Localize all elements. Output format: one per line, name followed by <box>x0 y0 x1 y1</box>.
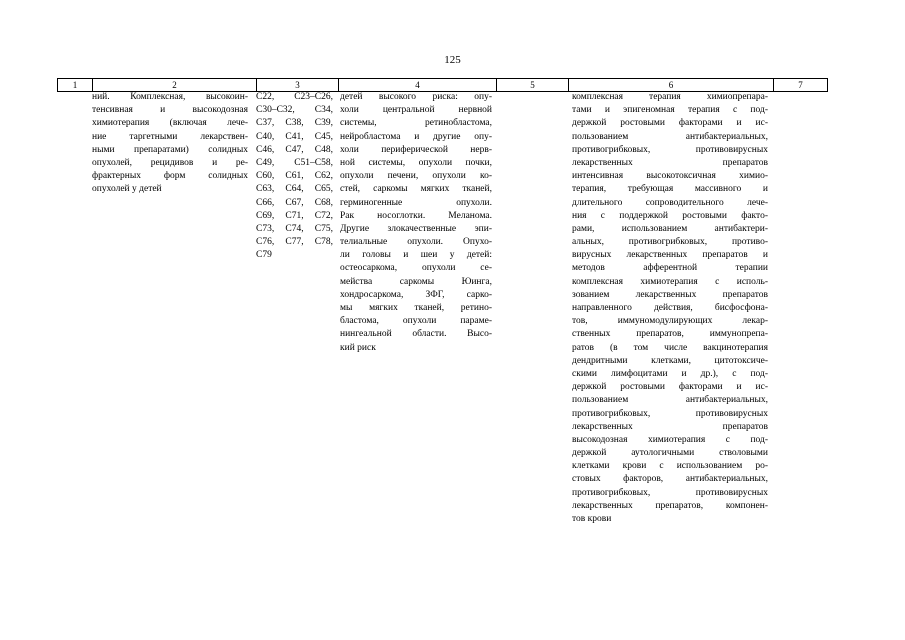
header-col-7: 7 <box>773 79 828 91</box>
cell-profile-description <box>92 91 248 197</box>
text-line: C22, C23–C26, <box>256 92 333 102</box>
text-line: C76, C77, C78, <box>256 237 333 248</box>
text-line: высокодозная химиотерапия с под- <box>572 434 768 445</box>
text-line: C37, C38, C39, <box>256 118 333 129</box>
text-line: рами, использованием антибактери- <box>572 223 768 234</box>
text-line: ственных препаратов, иммунопрепа- <box>572 329 768 340</box>
text-line: Другие злокачественные эпи- <box>340 223 492 234</box>
text-line: методов афферентной терапии <box>572 263 768 274</box>
text-line: противогрибковых, противовирусных <box>572 408 768 419</box>
text-line: кий риск <box>340 342 376 353</box>
text-line: скими лимфоцитами и др.), с под- <box>572 368 768 379</box>
text-line: тов, иммуномодулирующих лекар- <box>572 316 768 327</box>
text-line: комплексная химиотерапия с исполь- <box>572 276 768 287</box>
text-line: C66, C67, C68, <box>256 197 333 208</box>
header-col-6: 6 <box>568 79 773 91</box>
text-line: стей, саркомы мягких тканей, <box>340 184 492 195</box>
text-line: системы, ретинобластома, <box>340 118 492 129</box>
cell-icd-codes <box>256 91 333 262</box>
text-line: опухоли печени, опухоли ко- <box>340 171 492 182</box>
text-line: тами и эпигеномная терапия с под- <box>572 105 768 116</box>
text-line: тов крови <box>572 514 612 524</box>
text-line: опухолей, рецидивов и ре- <box>92 157 248 168</box>
text-line: стовых факторов, антибактериальных, <box>572 474 768 485</box>
text-line: герминогенные опухоли. <box>340 197 492 208</box>
header-col-5: 5 <box>496 79 568 91</box>
header-col-4: 4 <box>338 79 496 91</box>
text-line: интенсивная высокотоксичная химио- <box>572 171 768 182</box>
text-line: ние таргетными лекарствен- <box>92 131 248 142</box>
text-line: мейства саркомы Юинга, <box>340 276 492 287</box>
text-line: держкой ростовыми факторами и ис- <box>572 118 768 129</box>
text-line: химиотерапия (включая лече- <box>92 118 248 129</box>
text-line: лекарственных препаратов <box>572 157 768 168</box>
header-col-1: 1 <box>57 79 92 91</box>
text-line: холи периферической нерв- <box>340 144 492 155</box>
text-line: холи центральной нервной <box>340 105 492 116</box>
text-line: ния с поддержкой ростовыми факто- <box>572 210 768 221</box>
text-line: ний. Комплексная, высокоин- <box>92 92 248 102</box>
text-line: ными препаратами) солидных <box>92 144 248 155</box>
text-line: противогрибковых, противовирусных <box>572 144 768 155</box>
text-line: противогрибковых, противовирусных <box>572 487 768 498</box>
text-line: направленного действия, бисфосфона- <box>572 303 768 313</box>
text-line: опухолей у детей <box>92 184 162 195</box>
text-line: зованием лекарственных препаратов <box>572 289 768 300</box>
text-line: держкой аутологичными стволовыми <box>572 448 768 459</box>
text-line: пользованием антибактериальных, <box>572 395 768 406</box>
text-line: ной системы, опухоли почки, <box>340 157 492 168</box>
text-line: C46, C47, C48, <box>256 144 333 155</box>
text-line: терапия, требующая массивного и <box>572 184 768 195</box>
cell-treatment-methods <box>572 91 768 526</box>
text-line: ли головы и шеи у детей: <box>340 250 492 261</box>
text-line: пользованием антибактериальных, <box>572 131 768 142</box>
text-line: C79 <box>256 250 272 261</box>
text-line: C30–C32, C34, <box>256 105 333 116</box>
text-line: альных, противогрибковых, противо- <box>572 237 768 248</box>
text-line: мы мягких тканей, ретино- <box>340 303 492 313</box>
text-line: телиальные опухоли. Опухо- <box>340 237 492 248</box>
text-line: нейробластома и другие опу- <box>340 131 492 142</box>
table-header-row <box>57 78 828 92</box>
text-line: тенсивная и высокодозная <box>92 105 248 116</box>
text-line: детей высокого риска: опу- <box>340 92 492 102</box>
text-line: нингеальной области. Высо- <box>340 329 492 340</box>
text-line: C69, C71, C72, <box>256 210 333 221</box>
text-line: комплексная терапия химиопрепара- <box>572 92 768 102</box>
text-line: C60, C61, C62, <box>256 171 333 182</box>
text-line: длительного сопроводительного лече- <box>572 197 768 208</box>
text-line: лекарственных препаратов, компонен- <box>572 500 768 511</box>
text-line: хондросаркома, ЗФГ, сарко- <box>340 289 492 300</box>
header-col-3: 3 <box>256 79 338 91</box>
text-line: остеосаркома, опухоли се- <box>340 263 492 274</box>
text-line: C73, C74, C75, <box>256 223 333 234</box>
cell-disease-description <box>340 91 492 355</box>
text-line: клетками крови с использованием ро- <box>572 461 768 472</box>
page-number: 125 <box>444 54 461 66</box>
text-line: дендритными клетками, цитотоксиче- <box>572 355 768 366</box>
text-line: C63, C64, C65, <box>256 184 333 195</box>
text-line: C49, C51–C58, <box>256 157 333 168</box>
text-line: вирусных лекарственных препаратов и <box>572 250 768 261</box>
text-line: C40, C41, C45, <box>256 131 333 142</box>
text-line: фрактерных форм солидных <box>92 171 248 182</box>
text-line: лекарственных препаратов <box>572 421 768 432</box>
text-line: Рак носоглотки. Меланома. <box>340 210 492 221</box>
header-col-2: 2 <box>92 79 256 91</box>
text-line: держкой ростовыми факторами и ис- <box>572 382 768 393</box>
text-line: бластома, опухоли параме- <box>340 316 492 327</box>
text-line: ратов (в том числе вакцинотерапия <box>572 342 768 353</box>
